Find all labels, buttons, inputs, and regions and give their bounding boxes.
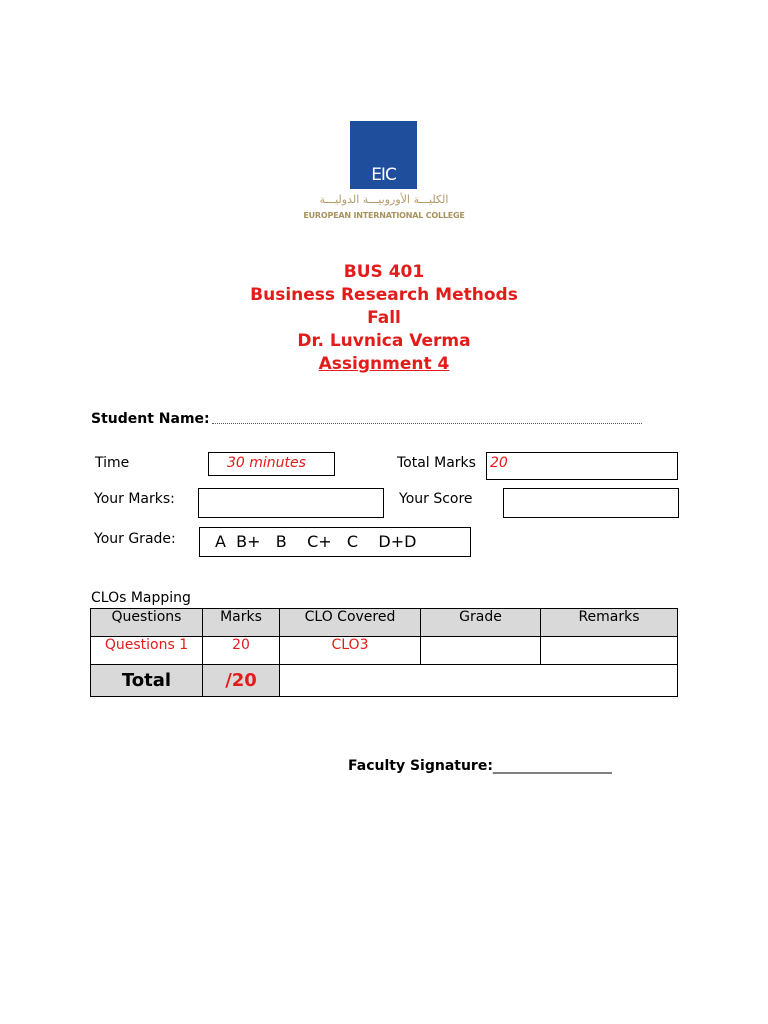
cell-marks: 20 [203, 637, 280, 665]
total-marks-label: Total Marks [397, 455, 476, 471]
logo-english-text: EUROPEAN INTERNATIONAL COLLEGE [303, 211, 465, 220]
total-label: Total [91, 665, 203, 697]
your-score-label: Your Score [399, 491, 473, 507]
grade-options-box[interactable] [199, 527, 471, 557]
table-row [91, 637, 678, 665]
time-value: 30 minutes [227, 455, 306, 471]
term: Fall [367, 308, 401, 328]
clo-mapping-title: CLOs Mapping [91, 590, 191, 606]
your-marks-field[interactable] [198, 488, 384, 518]
total-row [91, 665, 678, 697]
header-clo-covered: CLO Covered [280, 609, 421, 637]
total-value: /20 [203, 665, 280, 697]
header-grade: Grade [421, 609, 541, 637]
student-name-line[interactable] [212, 416, 642, 424]
college-logo [350, 121, 417, 189]
header-remarks: Remarks [541, 609, 678, 637]
logo-arabic-text: الكليـــة الأوروبيـــة الدوليـــة [319, 193, 449, 206]
your-marks-label: Your Marks: [94, 491, 175, 507]
student-name-label: Student Name: [91, 411, 210, 427]
faculty-signature [348, 758, 612, 774]
cell-grade[interactable] [421, 637, 541, 665]
total-marks-field [486, 452, 678, 480]
logo-mark: EIC [371, 165, 396, 185]
total-empty-cell[interactable] [280, 665, 678, 697]
cell-remarks[interactable] [541, 637, 678, 665]
instructor: Dr. Luvnica Verma [297, 331, 471, 351]
time-label: Time [95, 455, 130, 471]
your-grade-label: Your Grade: [94, 531, 176, 547]
faculty-signature-line[interactable]: _________________ [492, 758, 612, 774]
header-questions: Questions [91, 609, 203, 637]
assignment-title: Assignment 4 [318, 354, 450, 374]
course-code: BUS 401 [343, 262, 425, 282]
time-field [208, 452, 335, 476]
course-name: Business Research Methods [250, 285, 518, 305]
clo-table [90, 608, 678, 697]
faculty-signature-label: Faculty Signature: [348, 758, 493, 774]
cell-question: Questions 1 [91, 637, 203, 665]
your-score-field[interactable] [503, 488, 679, 518]
table-header-row [91, 609, 678, 637]
header-marks: Marks [203, 609, 280, 637]
grade-options: A B+ B C+ C D+D [215, 532, 417, 551]
cell-clo: CLO3 [280, 637, 421, 665]
total-marks-value: 20 [490, 455, 508, 471]
